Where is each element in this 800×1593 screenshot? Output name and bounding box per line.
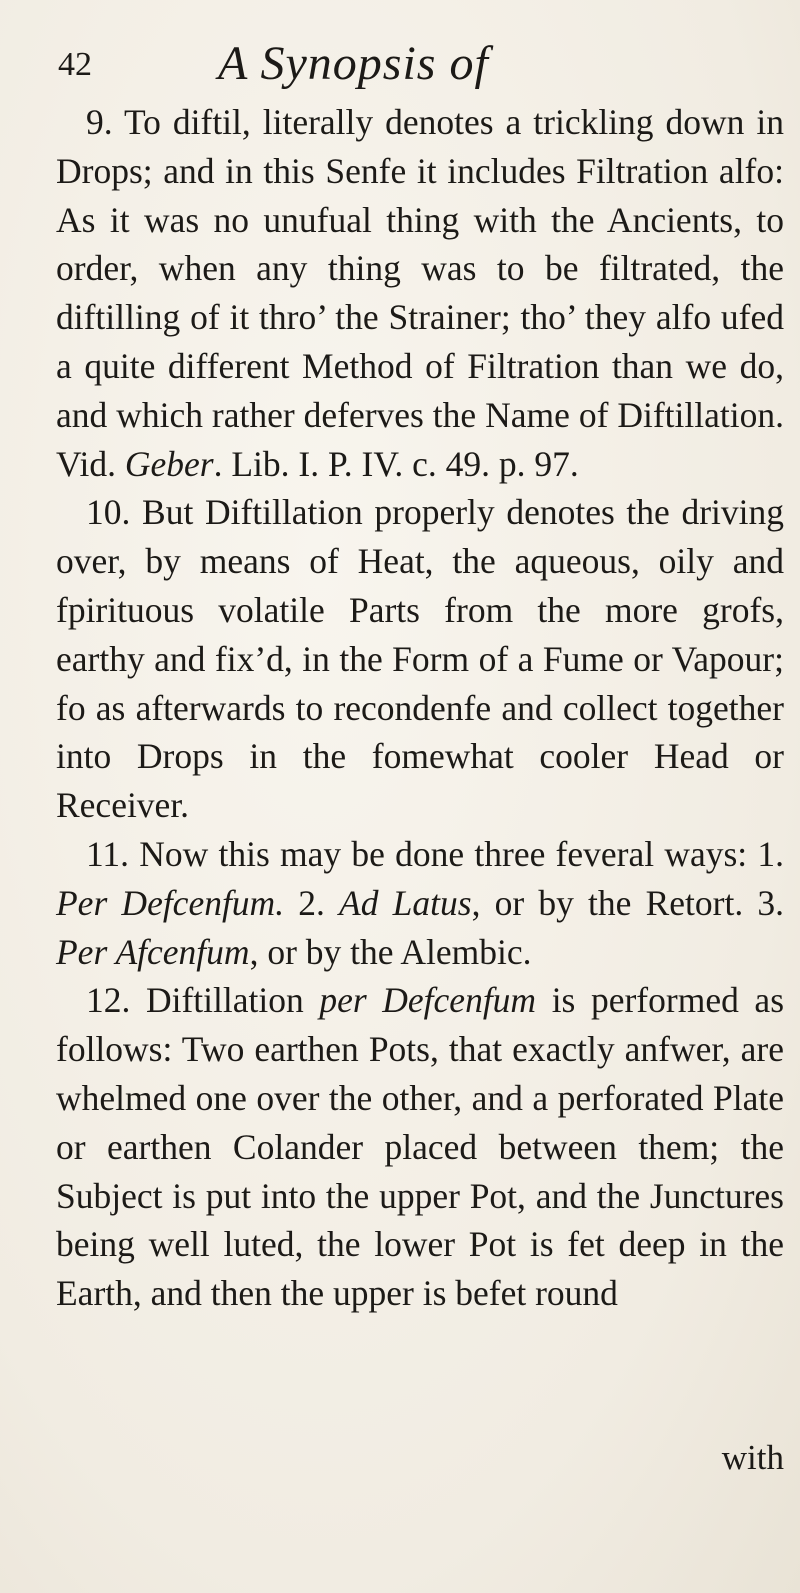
paragraph-text: 2. [284,882,340,923]
italic-term: Ad Latus [339,882,472,923]
paragraph-text: . Lib. I. P. IV. c. 49. p. 97. [213,443,579,484]
page-number: 42 [58,46,92,83]
paragraph-text: is performed as follows: Two earthen Pots, that exactly anfwer, are whelmed one over the other, and a perforated Plate or earthen Colander placed between them; the Subject is put into the upper Pot, and the Junctures being well luted, the lower Pot is fet deep in the Earth, and then the upper is befet round [56,980,785,1314]
italic-term: Per Afcenfum [56,931,250,972]
paragraph-text: , or by the Alembic. [249,931,532,972]
italic-term: Geber [124,443,214,484]
paragraph-11 [56,830,784,976]
body-text [56,98,784,1318]
paragraph-12 [56,976,784,1318]
paragraph-text: , or by the Retort. 3. [471,882,784,923]
paragraph-text: 11. Now this may be done three feveral ways: 1. [86,833,784,874]
running-head: A Synopsis of [218,37,489,90]
paragraph-10 [56,488,784,830]
paragraph-9 [56,98,784,488]
paragraph-text: 10. But Diftillation properly denotes the driving over, by means of Heat, the aqueous, oily and fpirituous volatile Parts from the more grofs, earthy and fix’d, in the Form of a Fume or Vapour; fo as afterwards to recondenfe and collect together into Drops in the fomewhat cooler Head or Receiver. [56,492,784,826]
italic-term: per Defcenfum [319,980,537,1021]
paragraph-text: 12. Diftillation [86,980,320,1021]
catchword: with [721,1438,784,1477]
paragraph-text: 9. To diftil, literally denotes a trickling down in Drops; and in this Senfe it includes Filtration alfo: As it was no unufual thing with the Ancients, to order, when any thing was to be filtrated, the diftilling of it thro’ the Strainer; tho’ they alfo ufed a quite different Method of Filtration than we do, and which rather deferves the Name of Diftillation. Vid. [56,102,784,484]
italic-term: Per Defcenfum. [56,882,285,923]
page-header [58,36,718,96]
